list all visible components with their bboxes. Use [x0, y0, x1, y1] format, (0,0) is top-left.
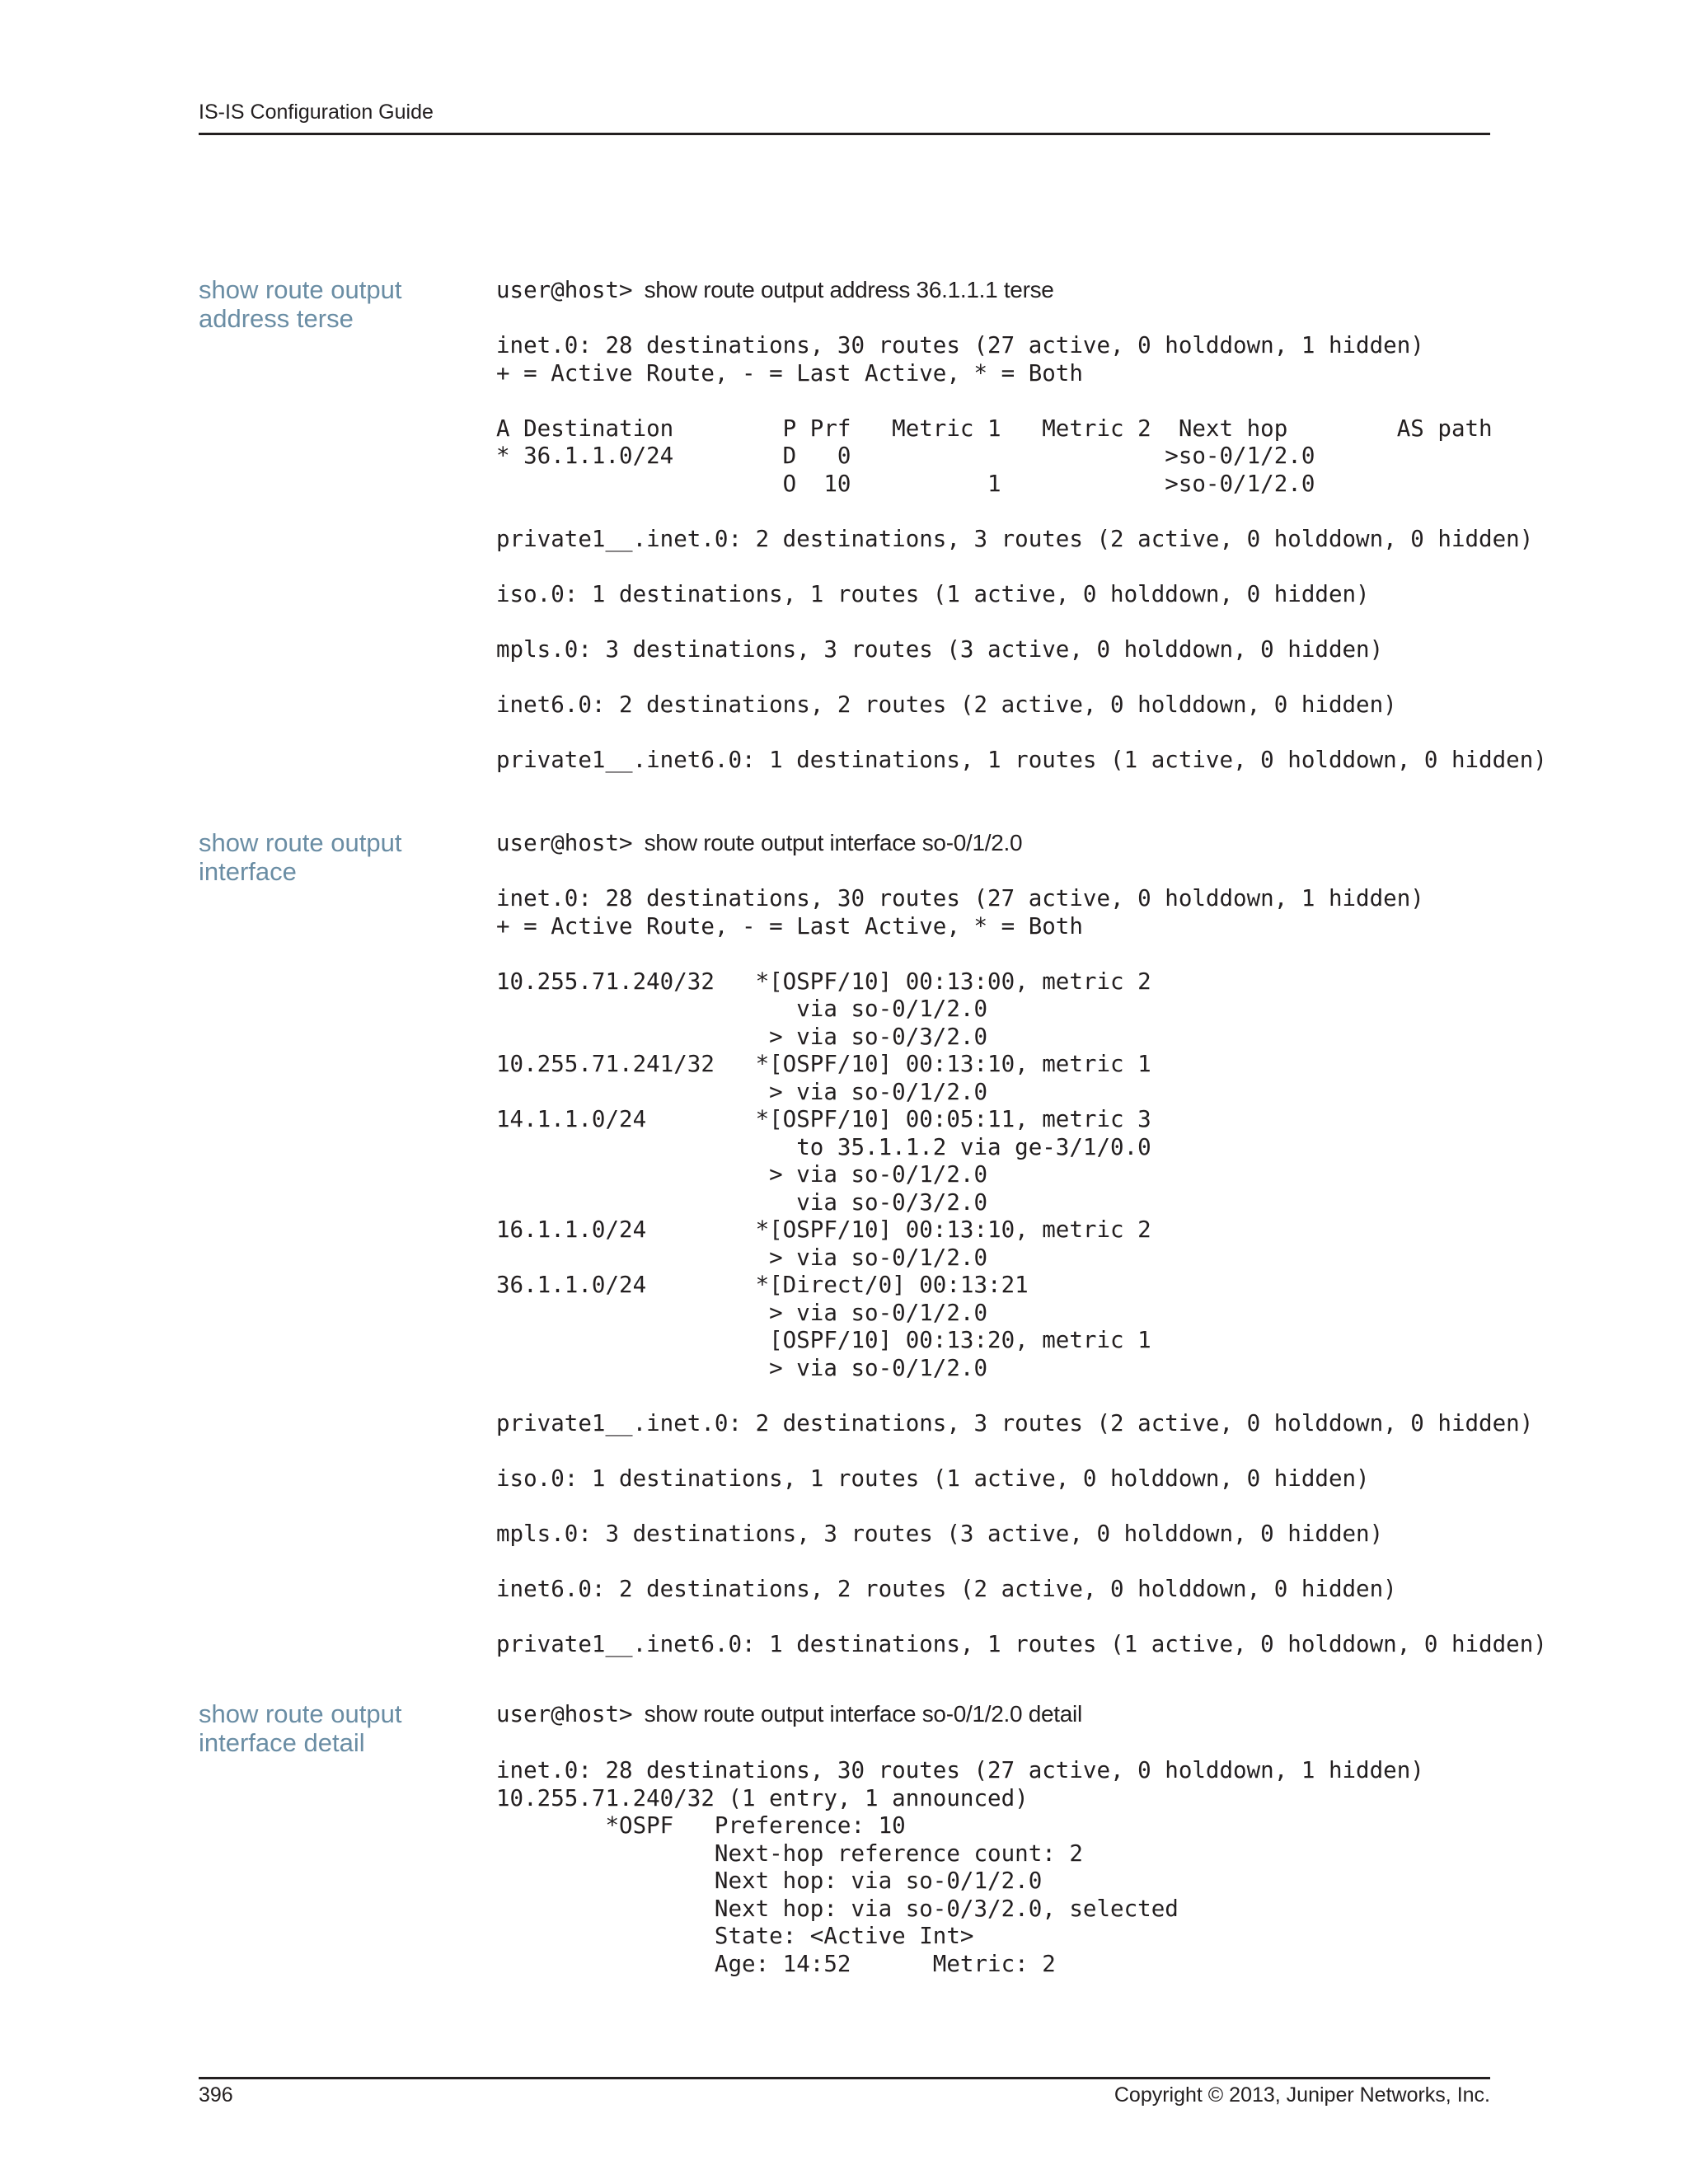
cli-prompt: user@host>	[496, 277, 633, 303]
output-line	[496, 1493, 1547, 1521]
command-line	[496, 277, 1054, 305]
output-line: private1__.inet.0: 2 destinations, 3 routes (2 active, 0 holddown, 0 hidden)	[496, 525, 1534, 552]
output-line: Next hop: via so-0/1/2.0	[496, 1868, 1043, 1894]
cli-command: show route output interface so-0/1/2.0	[644, 830, 1023, 855]
output-line: + = Active Route, - = Last Active, * = Both	[496, 359, 1083, 387]
output-line: A Destination P Prf Metric 1 Metric 2 Next hop AS path	[496, 415, 1493, 442]
header-rule	[199, 133, 1490, 135]
output-line: 14.1.1.0/24 *[OSPF/10] 00:05:11, metric 3	[496, 1106, 1151, 1132]
output-line: * 36.1.1.0/24 D 0 >so-0/1/2.0	[496, 443, 1315, 469]
output-line	[496, 1548, 1547, 1576]
output-line: via so-0/3/2.0	[496, 1188, 988, 1216]
section-heading-line: show route output	[199, 1699, 402, 1728]
output-line: inet.0: 28 destinations, 30 routes (27 active, 0 holddown, 1 hidden)	[496, 885, 1424, 912]
section-heading-line: address terse	[199, 304, 354, 333]
output-line: mpls.0: 3 destinations, 3 routes (3 active, 0 holddown, 0 hidden)	[496, 1520, 1384, 1547]
command-output	[496, 1757, 1424, 1978]
output-line: via so-0/1/2.0	[496, 996, 988, 1022]
output-line: private1__.inet.0: 2 destinations, 3 routes (2 active, 0 holddown, 0 hidden)	[496, 1409, 1534, 1436]
output-line	[496, 719, 1547, 747]
output-line: > via so-0/1/2.0	[496, 1161, 988, 1188]
output-line: > via so-0/1/2.0	[496, 1299, 988, 1326]
command-line	[496, 1701, 1082, 1729]
output-line: > via so-0/3/2.0	[496, 1023, 988, 1050]
output-line	[496, 1437, 1547, 1465]
section-heading-line: interface detail	[199, 1728, 365, 1757]
output-line: iso.0: 1 destinations, 1 routes (1 active, 0 holddown, 0 hidden)	[496, 580, 1370, 607]
cli-prompt: user@host>	[496, 830, 633, 856]
output-line	[496, 1603, 1547, 1631]
section-heading-line: show route output	[199, 275, 402, 304]
copyright-notice: Copyright © 2013, Juniper Networks, Inc.	[1114, 2083, 1490, 2107]
output-line: private1__.inet6.0: 1 destinations, 1 routes (1 active, 0 holddown, 0 hidden)	[496, 746, 1547, 773]
output-line: Next hop: via so-0/3/2.0, selected	[496, 1895, 1179, 1922]
output-line: [OSPF/10] 00:13:20, metric 1	[496, 1327, 1151, 1353]
section-heading-line: show route output	[199, 828, 402, 857]
output-line: + = Active Route, - = Last Active, * = Both	[496, 912, 1083, 940]
output-line: 10.255.71.241/32 *[OSPF/10] 00:13:10, metric 1	[496, 1051, 1151, 1077]
output-line: inet6.0: 2 destinations, 2 routes (2 active, 0 holddown, 0 hidden)	[496, 691, 1397, 718]
output-line	[496, 663, 1547, 691]
output-line: inet6.0: 2 destinations, 2 routes (2 active, 0 holddown, 0 hidden)	[496, 1575, 1397, 1602]
output-line: O 10 1 >so-0/1/2.0	[496, 470, 1315, 497]
command-output	[496, 332, 1547, 774]
section-heading-interface	[199, 828, 471, 886]
output-line: 10.255.71.240/32 *[OSPF/10] 00:13:00, metric 2	[496, 968, 1151, 995]
output-line: inet.0: 28 destinations, 30 routes (27 active, 0 holddown, 1 hidden)	[496, 332, 1424, 359]
section-heading-interface-detail	[199, 1699, 471, 1757]
output-line: inet.0: 28 destinations, 30 routes (27 active, 0 holddown, 1 hidden)	[496, 1757, 1424, 1783]
output-line	[496, 940, 1547, 968]
output-line: private1__.inet6.0: 1 destinations, 1 routes (1 active, 0 holddown, 0 hidden)	[496, 1630, 1547, 1657]
output-line: 10.255.71.240/32 (1 entry, 1 announced)	[496, 1784, 1029, 1811]
output-line: 36.1.1.0/24 *[Direct/0] 00:13:21	[496, 1272, 1029, 1298]
page-number: 396	[199, 2083, 233, 2107]
running-header-title: IS-IS Configuration Guide	[199, 101, 434, 124]
output-line: State: <Active Int>	[496, 1923, 974, 1949]
command-line	[496, 830, 1022, 858]
output-line: > via so-0/1/2.0	[496, 1354, 988, 1381]
cli-prompt: user@host>	[496, 1701, 633, 1727]
command-output	[496, 885, 1547, 1658]
output-line	[496, 1382, 1547, 1410]
section-heading-line: interface	[199, 857, 297, 886]
output-line: Age: 14:52 Metric: 2	[496, 1950, 1056, 1977]
output-line: iso.0: 1 destinations, 1 routes (1 active, 0 holddown, 0 hidden)	[496, 1465, 1370, 1492]
output-line: mpls.0: 3 destinations, 3 routes (3 active, 0 holddown, 0 hidden)	[496, 635, 1384, 663]
output-line	[496, 608, 1547, 636]
output-line	[496, 387, 1547, 415]
output-line: 16.1.1.0/24 *[OSPF/10] 00:13:10, metric 2	[496, 1216, 1151, 1243]
output-line: > via so-0/1/2.0	[496, 1078, 988, 1105]
output-line: > via so-0/1/2.0	[496, 1244, 988, 1271]
section-heading-address-terse	[199, 275, 471, 333]
output-line: to 35.1.1.2 via ge-3/1/0.0	[496, 1133, 1151, 1160]
output-line: *OSPF Preference: 10	[496, 1812, 906, 1839]
cli-command: show route output address 36.1.1.1 terse	[644, 277, 1054, 302]
output-line	[496, 553, 1547, 581]
output-line: Next-hop reference count: 2	[496, 1840, 1083, 1867]
output-line	[496, 498, 1547, 526]
cli-command: show route output interface so-0/1/2.0 detail	[644, 1701, 1082, 1727]
footer-rule	[199, 2077, 1490, 2079]
